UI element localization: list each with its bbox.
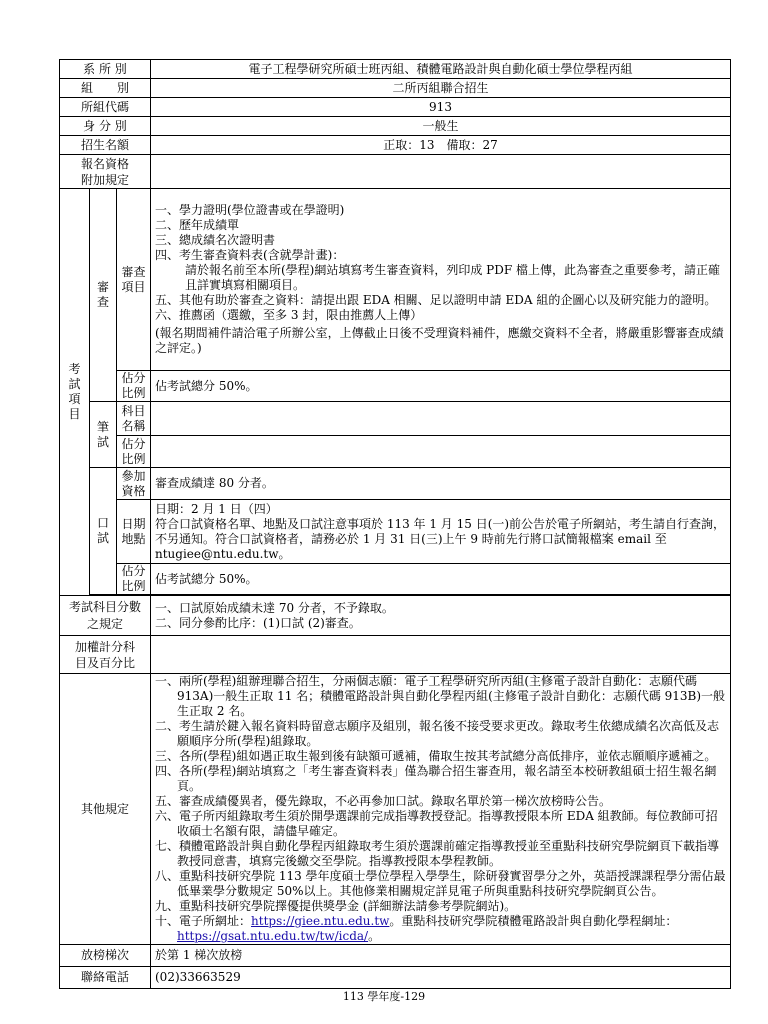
row-group: [60, 79, 731, 98]
bonus-value: [151, 636, 731, 674]
quota-label: 招生名額: [60, 136, 151, 155]
extra-label: 報名資格附加規定: [60, 155, 151, 189]
oral-eligibility-label: 參加資格: [117, 468, 151, 500]
review-note: (報名期間補件請洽電子所辦公室，上傳截止日後不受理資料補件，應繳交資料不全者，將嚴重影響審查成績之評定。): [155, 326, 724, 355]
row-written-subject: [60, 402, 731, 436]
oral-date-cell: [151, 500, 731, 564]
written-label: 筆試: [90, 402, 117, 468]
row-oral-date: [60, 500, 731, 564]
rule10-prefix: 十、電子所網址：: [155, 914, 252, 928]
other-rule-9: 九、重點科技研究學院擇優提供獎學金 (詳細辦法請參考學院網站)。: [155, 899, 517, 913]
contact-value: (02)33663529: [151, 967, 731, 989]
other-rule-7: 七、積體電路設計與自動化學程丙組錄取考生須於選課前確定指導教授並至重點科技研究學院網頁下載指導教授同意書，填寫完後繳交至學院。指導教授限本學程教師。: [155, 839, 720, 868]
row-code: [60, 98, 731, 117]
giee-link[interactable]: https://giee.ntu.edu.tw: [251, 914, 390, 928]
contact-label: 聯絡電話: [60, 967, 151, 989]
admission-table: [59, 59, 731, 989]
group-value: 二所丙組聯合招生: [151, 79, 731, 98]
code-value: 913: [151, 98, 731, 117]
other-rule-4: 四、各所(學程)網站填寫之「考生審查資料表」僅為聯合招生審查用，報名請至本校研教組碩士招生報名網頁。: [155, 764, 717, 793]
review-item-4: 四、考生審查資料表(含就學計畫)：: [155, 248, 345, 262]
row-release: [60, 945, 731, 967]
row-review-weight: [60, 371, 731, 402]
identity-label: 身 分 別: [60, 117, 151, 136]
row-identity: [60, 117, 731, 136]
review-weight-label: 佔分比例: [117, 371, 151, 402]
other-rule-1: 一、兩所(學程)組辦理聯合招生，分兩個志願：電子工程學研究所丙組(主修電子設計自動化：志願代碼 913A)一般生正取 11 名；積體電路設計與自動化學程丙組(主修電子設計自動化：志願代碼 913B)一般生正取 2 名。: [155, 674, 726, 718]
written-subject-value: [151, 402, 731, 436]
row-extra: [60, 155, 731, 189]
oral-label: 口試: [90, 468, 117, 595]
other-rules: [151, 674, 731, 945]
review-item-1: 一、學力證明(學位證書或在學證明): [155, 203, 345, 217]
scoring-rule-2: 二、同分參酌比序：(1)口試 (2)審查。: [155, 615, 361, 630]
other-rule-6: 六、電子所丙組錄取考生須於開學選課前完成指導教授登記。指導教授限本所 EDA 組教師。每位教師可招收碩士名額有限，請儘早確定。: [155, 809, 718, 838]
quota-value: 正取：13 備取：27: [151, 136, 731, 155]
row-bonus: [60, 636, 731, 674]
exam-label: 考試項目: [60, 189, 90, 596]
review-item-5: 五、其他有助於審查之資料：請提出跟 EDA 相關、足以證明申請 EDA 組的企圖心以及研究能力的證明。: [155, 293, 717, 307]
oral-date-text: 符合口試資格名單、地點及口試注意事項於 113 年 1 月 15 日(一)前公告於電子所網站，考生請自行查詢，不另通知。符合口試資格者，請務必於 1 月 31 日(三)上午 9 時前先行將口試簡報檔案 email 至 ntugiee@ntu.edu.tw。: [155, 516, 726, 561]
identity-value: 一般生: [151, 117, 731, 136]
written-weight-value: [151, 436, 731, 468]
other-rule-2: 二、考生請於鍵入報名資料時留意志願序及組別，報名後不接受要求更改。錄取考生依總成績名次高低及志願順序分所(學程)組錄取。: [155, 719, 720, 748]
row-review-items: [60, 189, 731, 371]
written-weight-label: 佔分比例: [117, 436, 151, 468]
oral-date-line: 日期：2 月 1 日（四）: [155, 501, 278, 516]
other-rule-10: [155, 914, 726, 944]
page-footer: 113 學年度-129: [342, 990, 426, 1003]
extra-value: [151, 155, 731, 189]
oral-date-label: 日期地點: [117, 500, 151, 564]
review-item-3: 三、總成績名次證明書: [155, 233, 276, 247]
bonus-label: 加權計分科目及百分比: [60, 636, 151, 674]
review-weight-value: 佔考試總分 50%。: [151, 371, 731, 402]
row-oral-eligibility: [60, 468, 731, 500]
other-rule-8: 八、重點科技研究學院 113 學年度碩士學位學程入學學生，除研發實習學分之外，英語授課課程學分需佔最低畢業學分數規定 50%以上。其他修業相關規定詳見電子所與重點科技研究學院網頁公告。: [155, 869, 726, 898]
review-item-4-detail: 請於報名前至本所(學程)網站填寫考生審查資料，列印成 PDF 檔上傳，此為審查之重要參考，請正確且詳實填寫相關項目。: [185, 263, 721, 292]
group-label: 組 別: [60, 79, 151, 98]
release-label: 放榜梯次: [60, 945, 151, 967]
oral-eligibility-value: 審查成績達 80 分者。: [151, 468, 731, 500]
scoring-rule-1: 一、口試原始成績未達 70 分者，不予錄取。: [155, 600, 394, 615]
dept-label: 系 所 別: [60, 60, 151, 79]
code-label: 所組代碼: [60, 98, 151, 117]
oral-weight-value: 佔考試總分 50%。: [151, 564, 731, 595]
dept-value: 電子工程學研究所碩士班丙組、積體電路設計與自動化碩士學位學程丙組: [151, 60, 731, 79]
row-dept: [60, 60, 731, 79]
other-rule-3: 三、各所(學程)組如遇正取生報到後有缺額可遞補，備取生按其考試總分高低排序，並依志願順序遞補之。: [155, 749, 717, 763]
icda-link[interactable]: https://gsat.ntu.edu.tw/tw/icda/: [177, 929, 369, 943]
review-label: 審查: [90, 189, 117, 402]
rule10-suffix: 。: [368, 929, 381, 943]
scoring-rules: [151, 596, 731, 636]
rule10-mid: 。重點科技研究學院積體電路設計與自動化學程網址：: [389, 914, 678, 928]
review-items-label: 審查項目: [117, 189, 151, 371]
review-item-2: 二、歷年成績單: [155, 218, 240, 232]
review-items: [151, 189, 731, 371]
other-label: 其他規定: [60, 674, 151, 945]
written-subject-label: 科目名稱: [117, 402, 151, 436]
release-value: 於第 1 梯次放榜: [151, 945, 731, 967]
oral-weight-label: 佔分比例: [117, 564, 151, 595]
scoring-label: 考試科目分數之規定: [60, 596, 151, 636]
row-other: [60, 674, 731, 945]
row-quota: [60, 136, 731, 155]
row-scoring: [60, 596, 731, 636]
other-rule-5: 五、審查成績優異者，優先錄取，不必再參加口試。錄取名單於第一梯次放榜時公告。: [155, 794, 612, 808]
row-contact: [60, 967, 731, 989]
row-oral-weight: [60, 564, 731, 595]
row-written-weight: [60, 436, 731, 468]
review-item-6: 六、推薦函（選繳，至多 3 封，限由推薦人上傳）: [155, 308, 423, 322]
